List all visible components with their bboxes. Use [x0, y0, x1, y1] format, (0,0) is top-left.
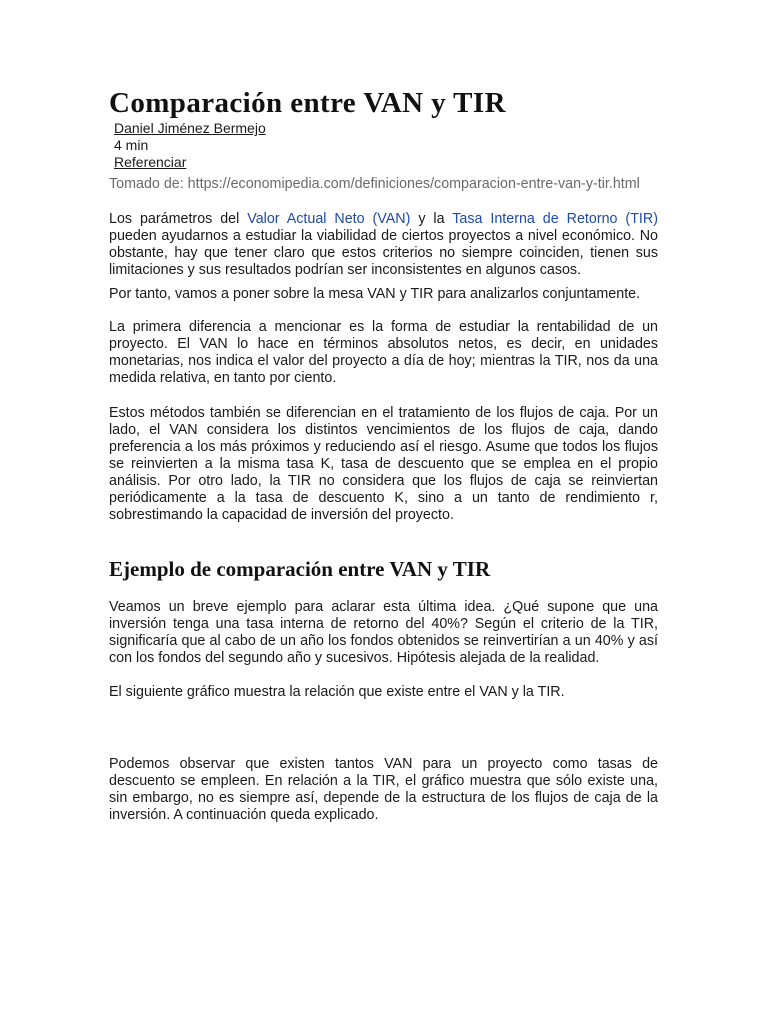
van-link[interactable]: Valor Actual Neto (VAN): [247, 210, 411, 227]
read-time: 4 min: [114, 137, 149, 153]
p1-rest-text: pueden ayudarnos a estudiar la viabilidad de ciertos proyectos a nivel económico. No obstante, hay que tener claro que estos criterios no siempre coinciden, tienen sus limitaciones y sus resultados podrían ser inconsistentes en algunos casos.: [109, 227, 658, 278]
section-heading: Ejemplo de comparación entre VAN y TIR: [109, 557, 491, 582]
paragraph-4: Estos métodos también se diferencian en el tratamiento de los flujos de caja. Por un lado, el VAN considera los distintos vencimientos de los flujos de caja, dando preferencia a los más próximos y reduciendo así el riesgo. Asume que todos los flujos se reinvierten a la misma tasa K, tasa de descuento que se emplea en el propio análisis. Por otro lado, la TIR no considera que los flujos de caja se reinviertan periódicamente a la tasa de descuento K, sino a un tanto de rendimiento r, sobrestimando la capacidad de inversión del proyecto.: [109, 405, 658, 523]
source-note: Tomado de: https://economipedia.com/definiciones/comparacion-entre-van-y-tir.html: [109, 176, 640, 192]
p1-intro-text: Los parámetros del: [109, 210, 240, 227]
paragraph-6: El siguiente gráfico muestra la relación que existe entre el VAN y la TIR.: [109, 684, 565, 701]
p1-mid-text: y la: [418, 210, 445, 227]
article: [109, 86, 658, 824]
paragraph-7: Podemos observar que existen tantos VAN para un proyecto como tasas de descuento se empleen. En relación a la TIR, el gráfico muestra que sólo existe una, sin embargo, no es siempre así, depende de la estructura de los flujos de caja de la inversión. A continuación queda explicado.: [109, 755, 658, 823]
cite-link[interactable]: Referenciar: [114, 154, 187, 170]
tir-link[interactable]: Tasa Interna de Retorno (TIR): [452, 210, 658, 227]
author-link[interactable]: Daniel Jiménez Bermejo: [114, 120, 266, 136]
article-meta: [114, 120, 658, 171]
paragraph-2: Por tanto, vamos a poner sobre la mesa VAN y TIR para analizarlos conjuntamente.: [109, 285, 641, 302]
paragraph-intro: [109, 211, 658, 279]
page-title: Comparación entre VAN y TIR: [109, 87, 506, 119]
paragraph-5: Veamos un breve ejemplo para aclarar esta última idea. ¿Qué supone que una inversión tenga una tasa interna de retorno del 40%? Según el criterio de la TIR, significaría que al cabo de un año los fondos obtenidos se reinvertirían a un 40% y así con los fondos del segundo año y sucesivos. Hipótesis alejada de la realidad.: [109, 599, 658, 667]
paragraph-3: La primera diferencia a mencionar es la forma de estudiar la rentabilidad de un proyecto. El VAN lo hace en términos absolutos netos, es decir, en unidades monetarias, nos indica el valor del proyecto a día de hoy; mientras la TIR, nos da una medida relativa, en tanto por ciento.: [109, 319, 658, 387]
